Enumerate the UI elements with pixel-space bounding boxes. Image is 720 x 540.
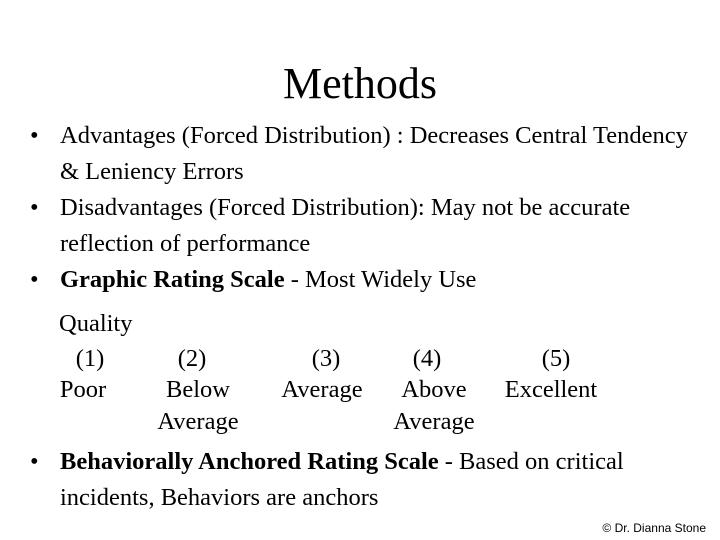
- scale-label-line: Average: [393, 408, 475, 435]
- bullet-graphic-rating-scale: [30, 262, 690, 298]
- scale-number-2: (2): [177, 345, 207, 372]
- scale-label-4: [384, 374, 484, 438]
- scale-number-3: (3): [311, 345, 341, 372]
- scale-number-4: (4): [412, 345, 442, 372]
- scale-label-line: Average: [281, 376, 363, 403]
- bullet-bold-term: Graphic Rating Scale: [60, 266, 285, 293]
- bullet-bold-term: Behaviorally Anchored Rating Scale: [60, 448, 439, 475]
- scale-label-line: Above: [401, 376, 467, 403]
- scale-label-line: Excellent: [504, 376, 598, 403]
- bullet-dot-icon: •: [30, 266, 39, 293]
- bullet-bars: [30, 444, 690, 516]
- scale-title: Quality: [59, 310, 133, 337]
- scale-label-line: Average: [157, 408, 239, 435]
- scale-label-line: Below: [166, 376, 230, 403]
- slide-title: Methods: [283, 59, 437, 108]
- bullet-text: - Based on critical incidents, Behaviors are anchors: [60, 448, 624, 511]
- scale-label-line: Poor: [59, 376, 107, 403]
- scale-number-5: (5): [541, 345, 571, 372]
- bullet-text: Disadvantages (Forced Distribution): May not be accurate reflection of performance: [60, 194, 631, 257]
- scale-label-5: [496, 374, 606, 406]
- scale-number-1: (1): [75, 345, 105, 372]
- bullet-dot-icon: •: [30, 122, 39, 149]
- bullet-dot-icon: •: [30, 448, 39, 475]
- bullet-list: [30, 118, 690, 298]
- bullet-disadvantages: [30, 190, 690, 262]
- scale-label-2: [148, 374, 248, 438]
- scale-label-1: [48, 374, 118, 406]
- scale-label-3: [272, 374, 372, 406]
- bullet-dot-icon: •: [30, 194, 39, 221]
- bullet-text: Advantages (Forced Distribution) : Decreases Central Tendency & Leniency Errors: [60, 122, 688, 185]
- copyright-notice: © Dr. Dianna Stone: [602, 521, 706, 535]
- bullet-text: - Most Widely Use: [284, 266, 477, 293]
- bullet-advantages: [30, 118, 690, 190]
- bullet-list-bottom: [30, 444, 690, 516]
